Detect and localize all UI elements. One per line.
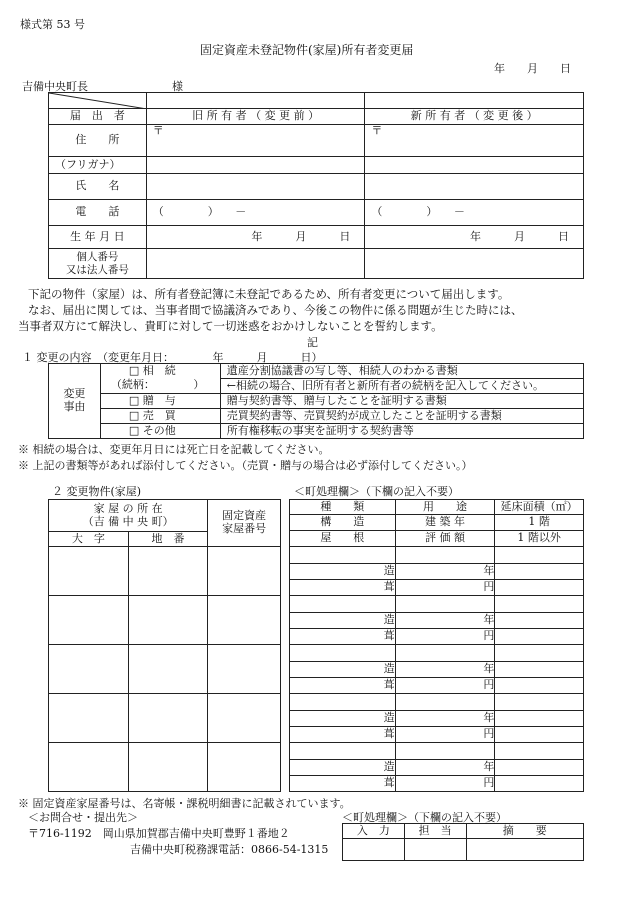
- owner-table: [48, 92, 584, 279]
- input-cell[interactable]: [343, 839, 405, 861]
- new-owner-number-boxes[interactable]: [365, 93, 584, 109]
- reason-sale-doc: 売買契約書等、売買契約が成立したことを証明する書類: [220, 409, 583, 424]
- year-label: 年: [395, 613, 495, 629]
- old-name-field[interactable]: [146, 174, 365, 200]
- town-processing-rows: [289, 546, 584, 792]
- property-table: [48, 499, 281, 792]
- change-reason-table: [48, 363, 584, 439]
- chiban-cell[interactable]: [128, 547, 208, 596]
- person-cell[interactable]: [404, 839, 466, 861]
- form-title: 固定資産未登記物件(家屋)所有者変更届: [200, 43, 414, 57]
- declaration-paragraph-2a: なお、届出に関しては、当事者間で協議済みであり、今後この物件に係る問題が生じた時には、: [28, 303, 523, 317]
- yen-label: 円: [395, 629, 495, 645]
- chiban-cell[interactable]: [128, 645, 208, 694]
- reason-other[interactable]: □ その他: [100, 424, 220, 439]
- zo-label: 造: [290, 760, 396, 776]
- reason-inheritance[interactable]: □ 相 続: [100, 364, 220, 379]
- town-row-blank: [290, 645, 584, 662]
- town-row-structure: [290, 662, 584, 678]
- zo-label: 造: [290, 711, 396, 727]
- yen-label: 円: [395, 776, 495, 792]
- new-name-field[interactable]: [365, 174, 584, 200]
- diagonal-cell: [49, 93, 147, 109]
- date-line: 年 月 日: [494, 62, 571, 75]
- oaza-header: 大 字: [49, 532, 129, 547]
- postal-mark: 〒: [371, 124, 383, 137]
- th-floor-area: 延床面積（㎡）: [495, 500, 584, 515]
- note-inheritance: ※ 相続の場合は、変更年月日には死亡日を記載してください。: [18, 443, 330, 456]
- yen-label: 円: [395, 727, 495, 743]
- reason-label: 変更 事由: [49, 364, 101, 439]
- new-phone-field[interactable]: （ ） －: [365, 200, 584, 226]
- name-label: 氏 名: [49, 174, 147, 200]
- note-house-number: ※ 固定資産家屋番号は、名寄帳・課税明細書に記載されています。: [18, 797, 351, 810]
- reason-gift-doc: 贈与契約書等、贈与したことを証明する書類: [220, 394, 583, 409]
- town-row-roof: [290, 727, 584, 743]
- th-year: 建 築 年: [395, 515, 495, 531]
- addressee: 吉備中央町長: [22, 80, 88, 93]
- new-owner-header: 新 所 有 者 （ 変 更 後 ）: [365, 109, 584, 125]
- year-label: 年: [395, 711, 495, 727]
- th-type: 種 類: [290, 500, 396, 515]
- house-number-cell[interactable]: [208, 547, 281, 596]
- oaza-cell[interactable]: [49, 743, 129, 792]
- location-header: 家 屋 の 所 在 （吉 備 中 央 町）: [49, 500, 208, 532]
- form-number: 様式第 53 号: [20, 18, 85, 31]
- new-furigana-field[interactable]: [365, 157, 584, 174]
- year-label: 年: [395, 760, 495, 776]
- town-row-structure: [290, 564, 584, 580]
- th-structure: 構 造: [290, 515, 396, 531]
- house-number-cell[interactable]: [208, 694, 281, 743]
- old-furigana-field[interactable]: [146, 157, 365, 174]
- old-owner-header: 旧 所 有 者 （ 変 更 前 ）: [146, 109, 365, 125]
- notifier-header: 届 出 者: [49, 109, 147, 125]
- old-phone-field[interactable]: （ ） －: [146, 200, 365, 226]
- section2-heading: ２ 変更物件(家屋): [52, 485, 142, 498]
- th-person: 担 当: [404, 824, 466, 839]
- town-row-roof: [290, 629, 584, 645]
- town-row-blank: [290, 547, 584, 564]
- honorific: 様: [172, 80, 183, 93]
- chiban-cell[interactable]: [128, 596, 208, 645]
- old-owner-number-boxes[interactable]: [146, 93, 365, 109]
- oaza-cell[interactable]: [49, 596, 129, 645]
- year-label: 年: [395, 564, 495, 580]
- processing-table: [342, 823, 584, 861]
- house-number-cell[interactable]: [208, 743, 281, 792]
- new-id-number-boxes[interactable]: [365, 249, 584, 279]
- address-label: 住 所: [49, 125, 147, 157]
- chiban-header: 地 番: [128, 532, 208, 547]
- th-summary: 摘 要: [466, 824, 584, 839]
- ki-heading: 記: [307, 336, 318, 349]
- zo-label: 造: [290, 613, 396, 629]
- reason-inheritance-doc: 遺産分割協議書の写し等、相続人のわかる書類: [220, 364, 583, 379]
- old-id-number-boxes[interactable]: [146, 249, 365, 279]
- reason-gift[interactable]: □ 贈 与: [100, 394, 220, 409]
- relationship-field[interactable]: （続柄： ）: [100, 379, 220, 394]
- old-birthdate-field[interactable]: 年 月 日: [146, 226, 365, 249]
- new-birthdate-field[interactable]: 年 月 日: [365, 226, 584, 249]
- th-floor1: 1 階: [495, 515, 584, 531]
- yen-label: 円: [395, 580, 495, 596]
- zo-label: 造: [290, 564, 396, 580]
- reason-other-doc: 所有権移転の事実を証明する契約書等: [220, 424, 583, 439]
- declaration-paragraph-2b: 当事者双方にて解決し、貴町に対して一切迷惑をおかけしないことを誓約します。: [18, 319, 443, 333]
- th-input: 入 力: [343, 824, 405, 839]
- oaza-cell[interactable]: [49, 547, 129, 596]
- town-row-blank: [290, 694, 584, 711]
- fuki-label: 葺: [290, 629, 396, 645]
- yen-label: 円: [395, 678, 495, 694]
- fuki-label: 葺: [290, 727, 396, 743]
- contact-phone: 吉備中央町税務課電話：0866-54-1315: [130, 843, 329, 856]
- town-row-structure: [290, 613, 584, 629]
- th-value: 評 価 額: [395, 531, 495, 547]
- contact-heading: ＜お問合せ・提出先＞: [28, 811, 138, 824]
- zo-label: 造: [290, 662, 396, 678]
- year-label: 年: [395, 662, 495, 678]
- old-address-field[interactable]: [146, 125, 365, 157]
- town-row-roof: [290, 678, 584, 694]
- phone-label: 電 話: [49, 200, 147, 226]
- th-use: 用 途: [395, 500, 495, 515]
- new-address-field[interactable]: [365, 125, 584, 157]
- town-row-blank: [290, 596, 584, 613]
- note-attachments: ※ 上記の書類等があれば添付してください。（売買・贈与の場合は必ず添付してください。）: [18, 459, 473, 472]
- town-row-blank: [290, 743, 584, 760]
- house-number-cell[interactable]: [208, 645, 281, 694]
- relationship-note: ←相続の場合、旧所有者と新所有者の続柄を記入してください。: [220, 379, 583, 394]
- town-row-structure: [290, 760, 584, 776]
- town-row-roof: [290, 580, 584, 596]
- birthdate-label: 生 年 月 日: [49, 226, 147, 249]
- contact-address: 〒716-1192 岡山県加賀郡吉備中央町豊野１番地２: [28, 827, 290, 840]
- town-use-heading: ＜町処理欄＞（下欄の記入不要）: [294, 485, 459, 498]
- th-other-floors: 1 階以外: [495, 531, 584, 547]
- town-processing-table: [289, 499, 584, 547]
- processing-heading: ＜町処理欄＞（下欄の記入不要）: [342, 811, 507, 824]
- house-number-cell[interactable]: [208, 596, 281, 645]
- section1-heading: １ 変更の内容 （変更年月日： 年 月 日）: [22, 351, 323, 364]
- fuki-label: 葺: [290, 580, 396, 596]
- id-number-label: 個人番号 又は法人番号: [49, 249, 147, 279]
- fuki-label: 葺: [290, 776, 396, 792]
- town-row-structure: [290, 711, 584, 727]
- furigana-label: （フリガナ）: [49, 157, 147, 174]
- town-row-roof: [290, 776, 584, 792]
- chiban-cell[interactable]: [128, 743, 208, 792]
- fuki-label: 葺: [290, 678, 396, 694]
- reason-sale[interactable]: □ 売 買: [100, 409, 220, 424]
- house-number-header: 固定資産 家屋番号: [208, 500, 281, 547]
- oaza-cell[interactable]: [49, 645, 129, 694]
- declaration-paragraph-1: 下記の物件（家屋）は、所有者登記簿に未登記であるため、所有者変更について届出します。: [28, 287, 510, 301]
- th-roof: 屋 根: [290, 531, 396, 547]
- oaza-cell[interactable]: [49, 694, 129, 743]
- chiban-cell[interactable]: [128, 694, 208, 743]
- summary-cell[interactable]: [466, 839, 584, 861]
- postal-mark: 〒: [152, 124, 164, 137]
